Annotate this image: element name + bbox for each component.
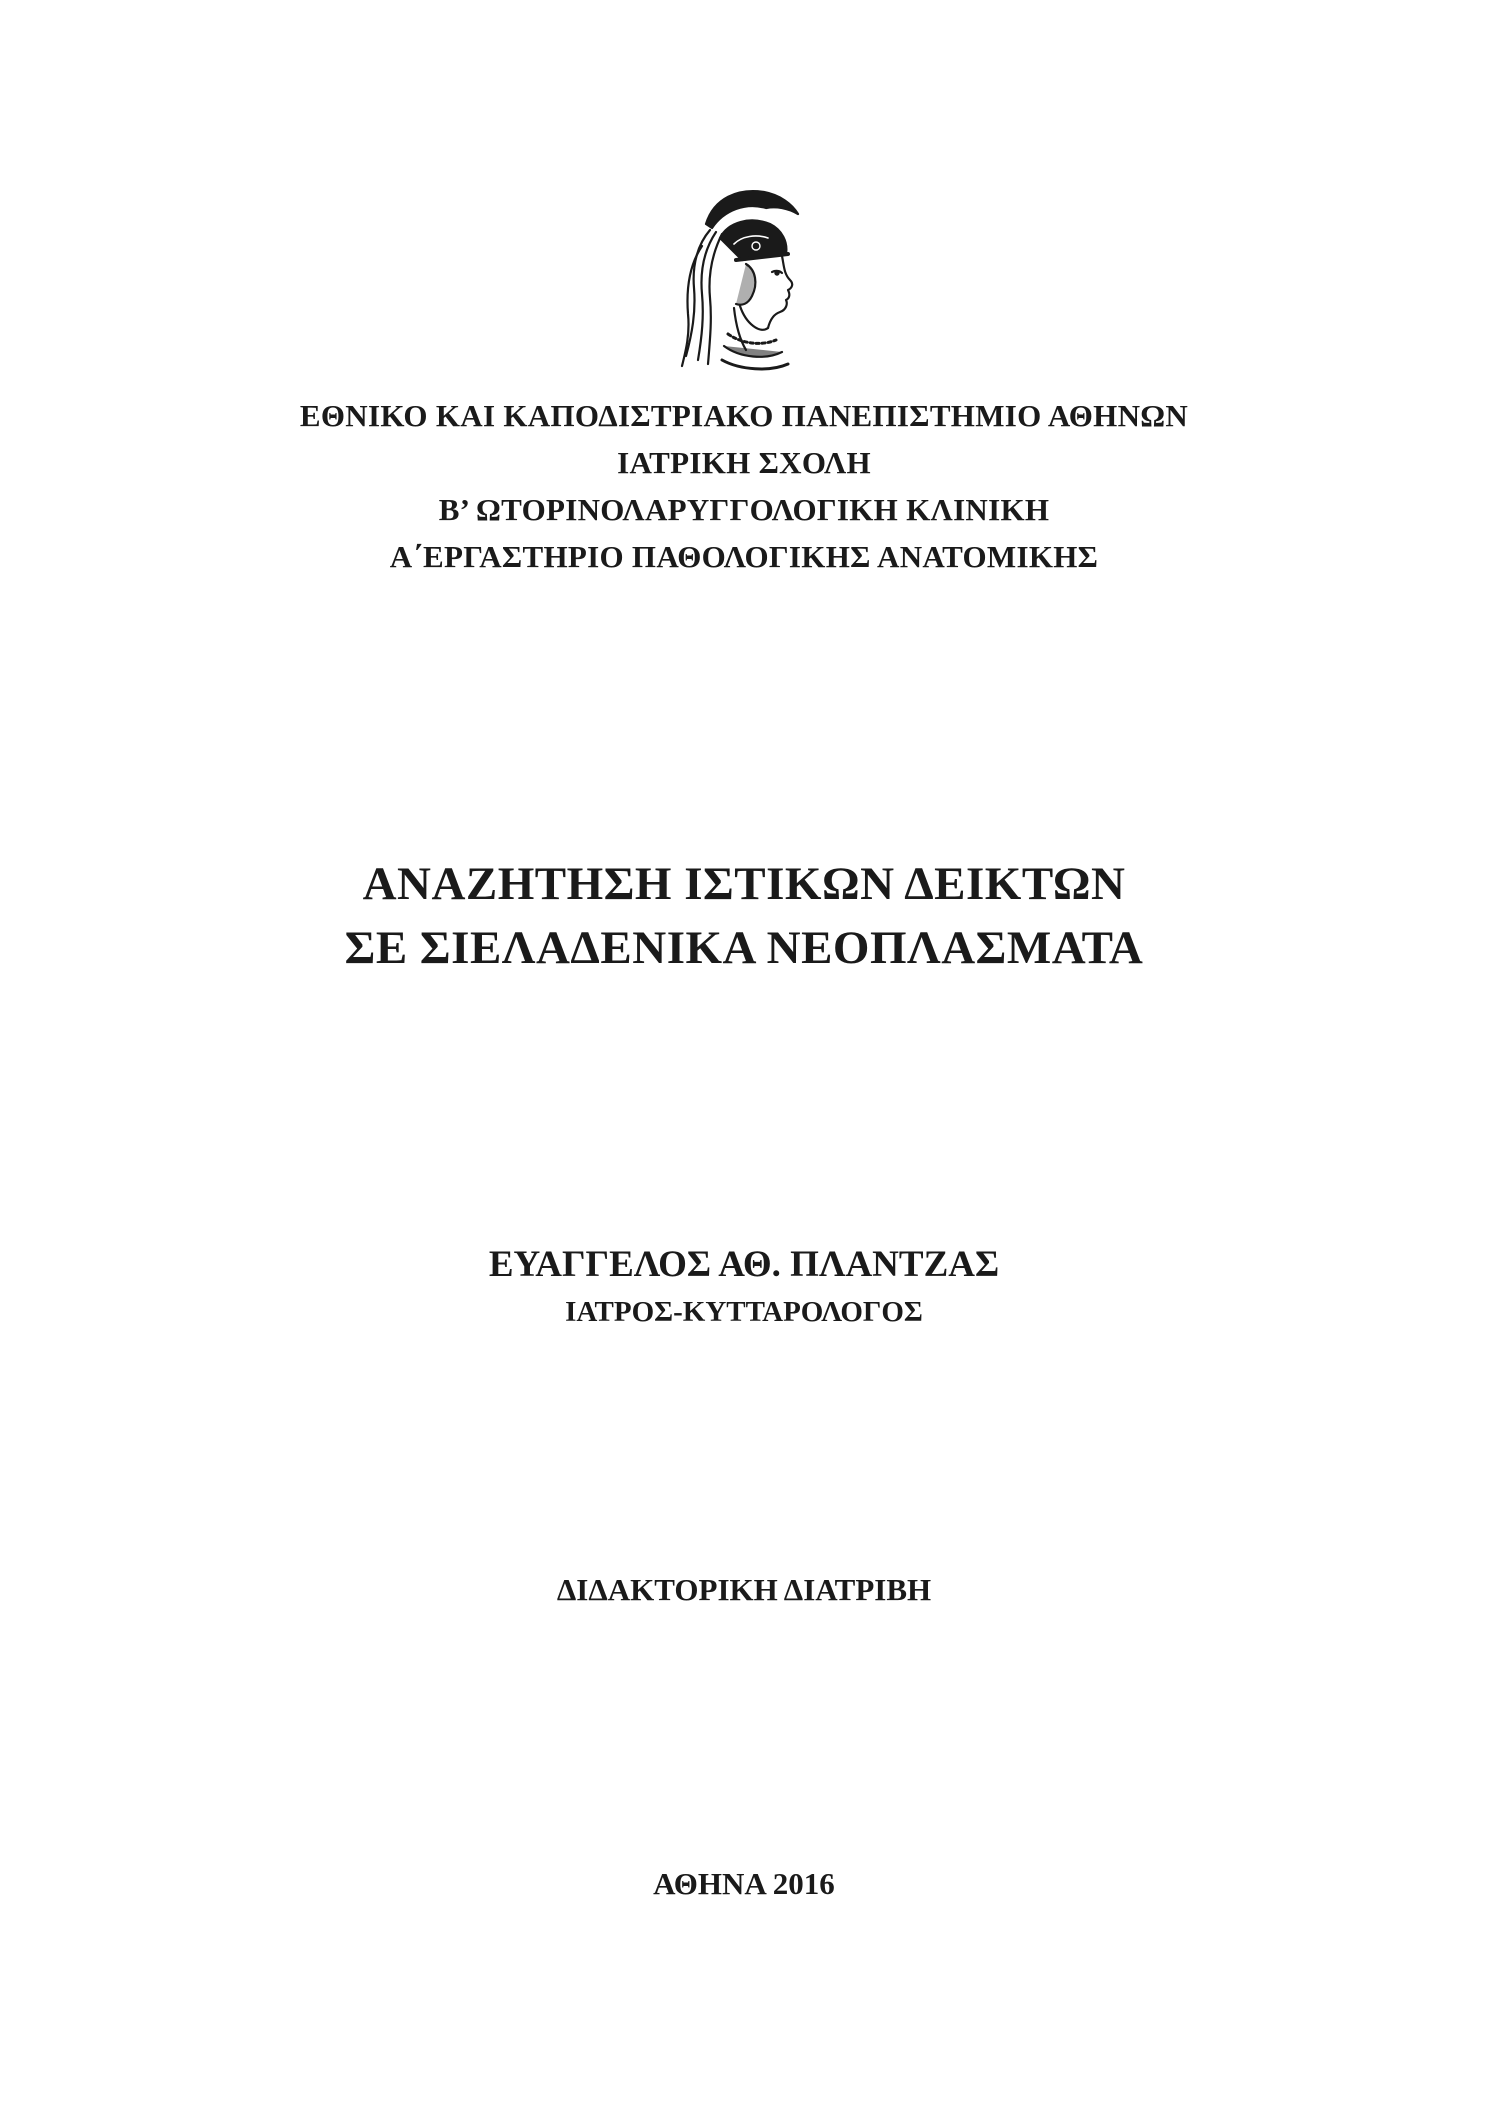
thesis-title-line-1: ΑΝΑΖΗΤΗΣΗ ΙΣΤΙΚΩΝ ΔΕΙΚΤΩΝ — [362, 858, 1126, 910]
author-role: ΙΑΤΡΟΣ-ΚΥΤΤΑΡΟΛΟΓΟΣ — [565, 1296, 923, 1328]
athena-head-emblem-icon — [676, 184, 806, 374]
laboratory-name: Α΄ΕΡΓΑΣΤΗΡΙΟ ΠΑΘΟΛΟΓΙΚΗΣ ΑΝΑΤΟΜΙΚΗΣ — [389, 539, 1099, 574]
author-name: ΕΥΑΓΓΕΛΟΣ ΑΘ. ΠΛΑΝΤΖΑΣ — [488, 1244, 1000, 1285]
institution-block — [0, 392, 1488, 580]
place-year: ΑΘΗΝΑ 2016 — [653, 1866, 835, 1901]
university-name: ΕΘΝΙΚΟ ΚΑΙ ΚΑΠΟΔΙΣΤΡΙΑΚΟ ΠΑΝΕΠΙΣΤΗΜΙΟ ΑΘΗΝΩΝ — [299, 398, 1189, 433]
school-name: ΙΑΤΡΙΚΗ ΣΧΟΛΗ — [617, 445, 871, 480]
author-block — [0, 1240, 1488, 1334]
thesis-title — [0, 852, 1488, 980]
clinic-name: Β’ ΩΤΟΡΙΝΟΛΑΡΥΓΓΟΛΟΓΙΚΗ ΚΛΙΝΙΚΗ — [438, 492, 1050, 527]
thesis-type: ΔΙΔΑΚΤΟΡΙΚΗ ΔΙΑΤΡΙΒΗ — [556, 1572, 932, 1607]
thesis-title-line-2: ΣΕ ΣΙΕΛΑΔΕΝΙΚΑ ΝΕΟΠΛΑΣΜΑΤΑ — [344, 922, 1144, 974]
